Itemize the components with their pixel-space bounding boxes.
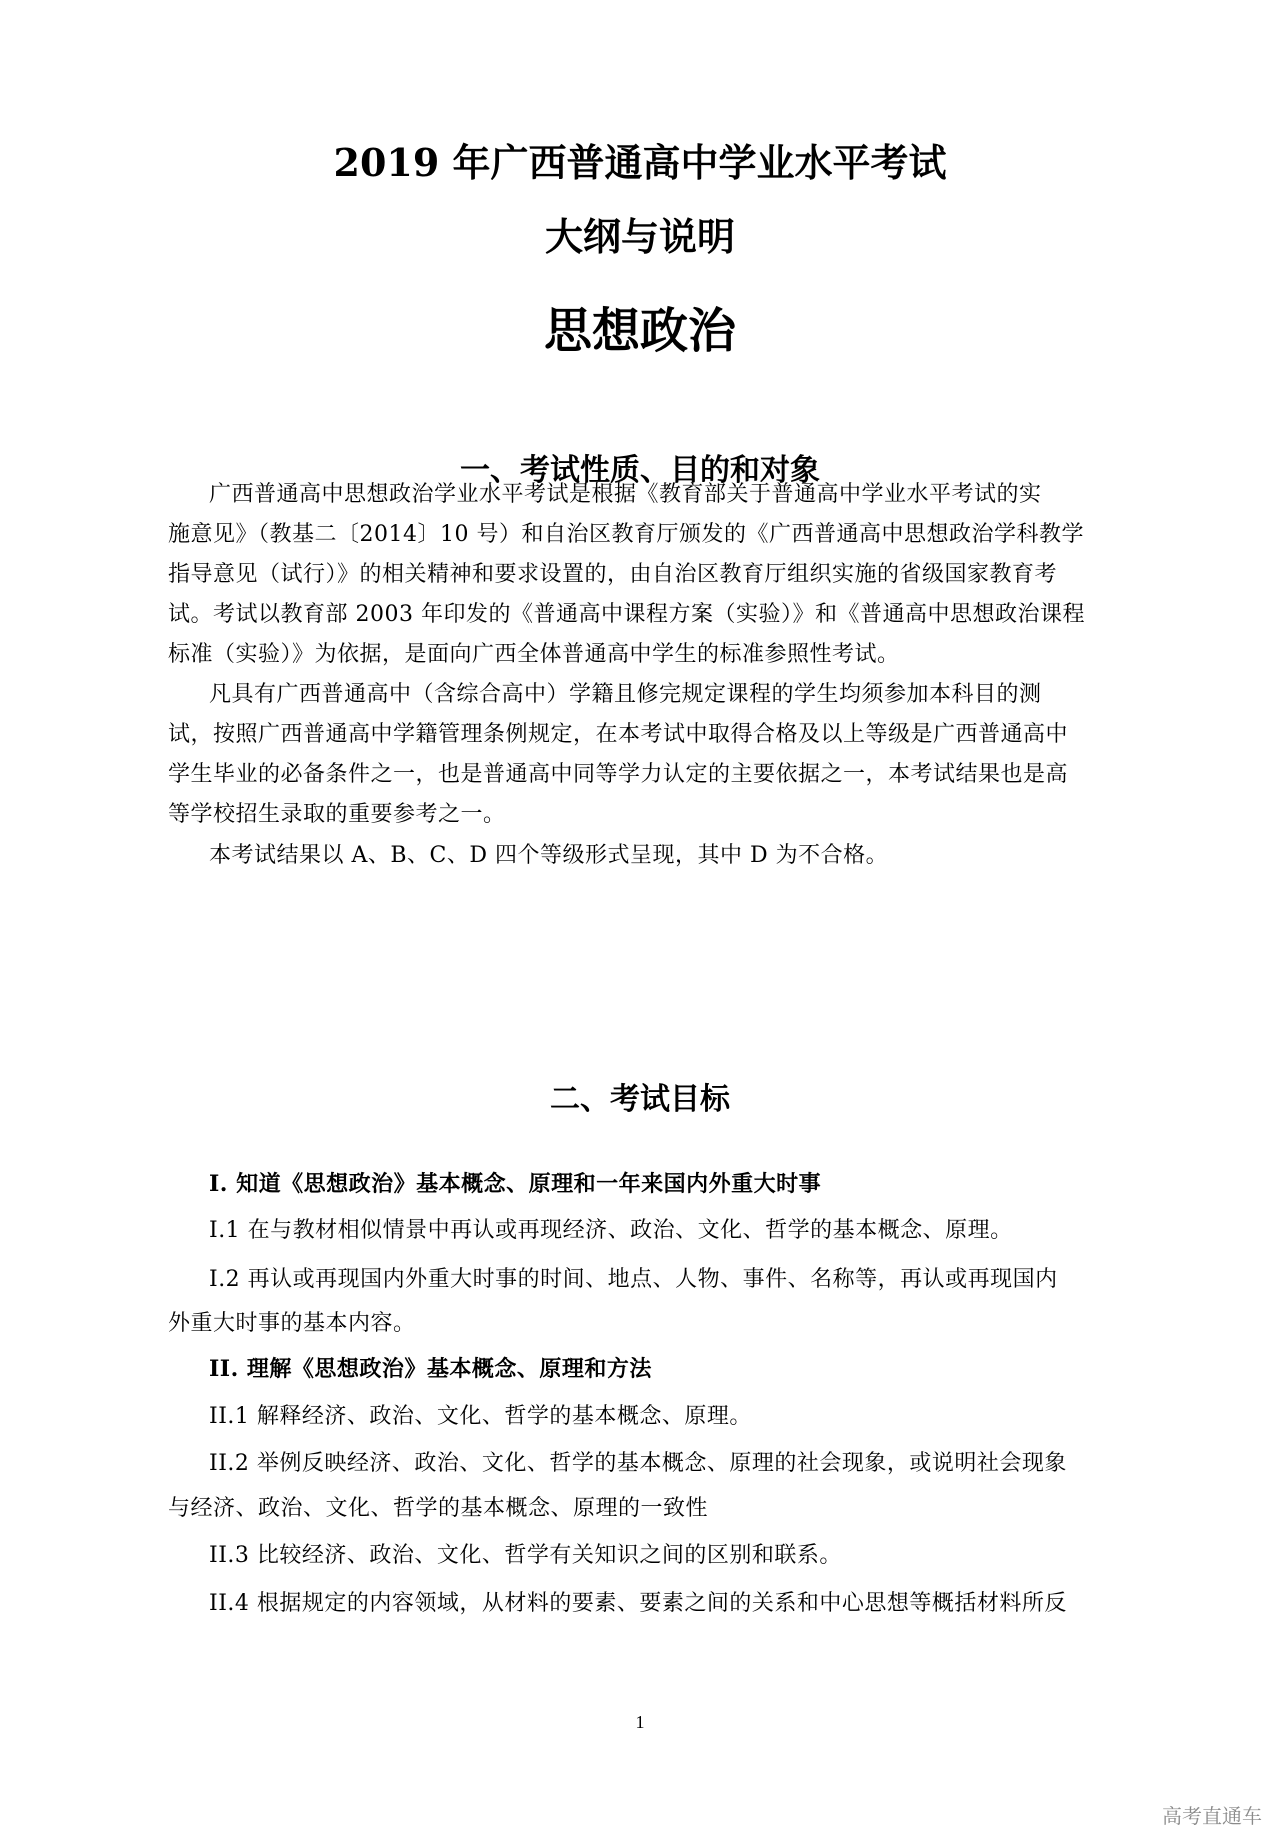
- section1-line: 指导意见（试行）》的相关精神和要求设置的，由自治区教育厅组织实施的省级国家教育考: [168, 562, 1058, 587]
- objective-item: II.3 比较经济、政治、文化、哲学有关知识之间的区别和联系。: [209, 1543, 842, 1568]
- objective-heading: II. 理解《思想政治》基本概念、原理和方法: [209, 1356, 652, 1382]
- document-title-year: 2019 年广西普通高中学业水平考试: [333, 140, 947, 185]
- objective-item: II.2 举例反映经济、政治、文化、哲学的基本概念、原理的社会现象，或说明社会现象: [209, 1451, 1067, 1476]
- document-subject: 思想政治: [543, 303, 736, 359]
- section1-line: 学生毕业的必备条件之一，也是普通高中同等学力认定的主要依据之一，本考试结果也是高: [168, 762, 1069, 787]
- section1-line: 等学校招生录取的重要参考之一。: [168, 802, 506, 827]
- section1-line: 广西普通高中思想政治学业水平考试是根据《教育部关于普通高中学业水平考试的实: [209, 482, 1042, 507]
- section1-line: 试。考试以教育部 2003 年印发的《普通高中课程方案（实验）》和《普通高中思想政治课程: [168, 602, 1085, 627]
- section1-line: 标准（实验）》为依据，是面向广西全体普通高中学生的标准参照性考试。: [168, 642, 900, 667]
- section1-line: 试，按照广西普通高中学籍管理条例规定，在本考试中取得合格及以上等级是广西普通高中: [168, 722, 1069, 747]
- document-title-outline: 大纲与说明: [544, 214, 735, 259]
- section1-line: 本考试结果以 A、B、C、D 四个等级形式呈现，其中 D 为不合格。: [209, 843, 889, 868]
- objective-item: I.1 在与教材相似情景中再认或再现经济、政治、文化、哲学的基本概念、原理。: [209, 1218, 1013, 1243]
- objective-item: II.1 解释经济、政治、文化、哲学的基本概念、原理。: [209, 1404, 752, 1429]
- section2-heading: 二、考试目标: [550, 1082, 730, 1117]
- section1-line: 施意见》（教基二〔2014〕10 号）和自治区教育厅颁发的《广西普通高中思想政治学科教学: [168, 522, 1084, 547]
- objective-item-continuation: 与经济、政治、文化、哲学的基本概念、原理的一致性: [168, 1496, 709, 1521]
- objective-item: II.4 根据规定的内容领域，从材料的要素、要素之间的关系和中心思想等概括材料所反: [209, 1591, 1067, 1616]
- section1-heading: 一、考试性质、目的和对象: [460, 453, 820, 488]
- objective-item-continuation: 外重大时事的基本内容。: [168, 1311, 416, 1336]
- watermark-text: 高考直通车: [1162, 1804, 1262, 1828]
- section1-line: 凡具有广西普通高中（含综合高中）学籍且修完规定课程的学生均须参加本科目的测: [209, 682, 1042, 707]
- objective-item: I.2 再认或再现国内外重大时事的时间、地点、人物、事件、名称等，再认或再现国内: [209, 1267, 1058, 1292]
- objective-heading: I. 知道《思想政治》基本概念、原理和一年来国内外重大时事: [209, 1171, 822, 1197]
- page-number: 1: [635, 1712, 645, 1732]
